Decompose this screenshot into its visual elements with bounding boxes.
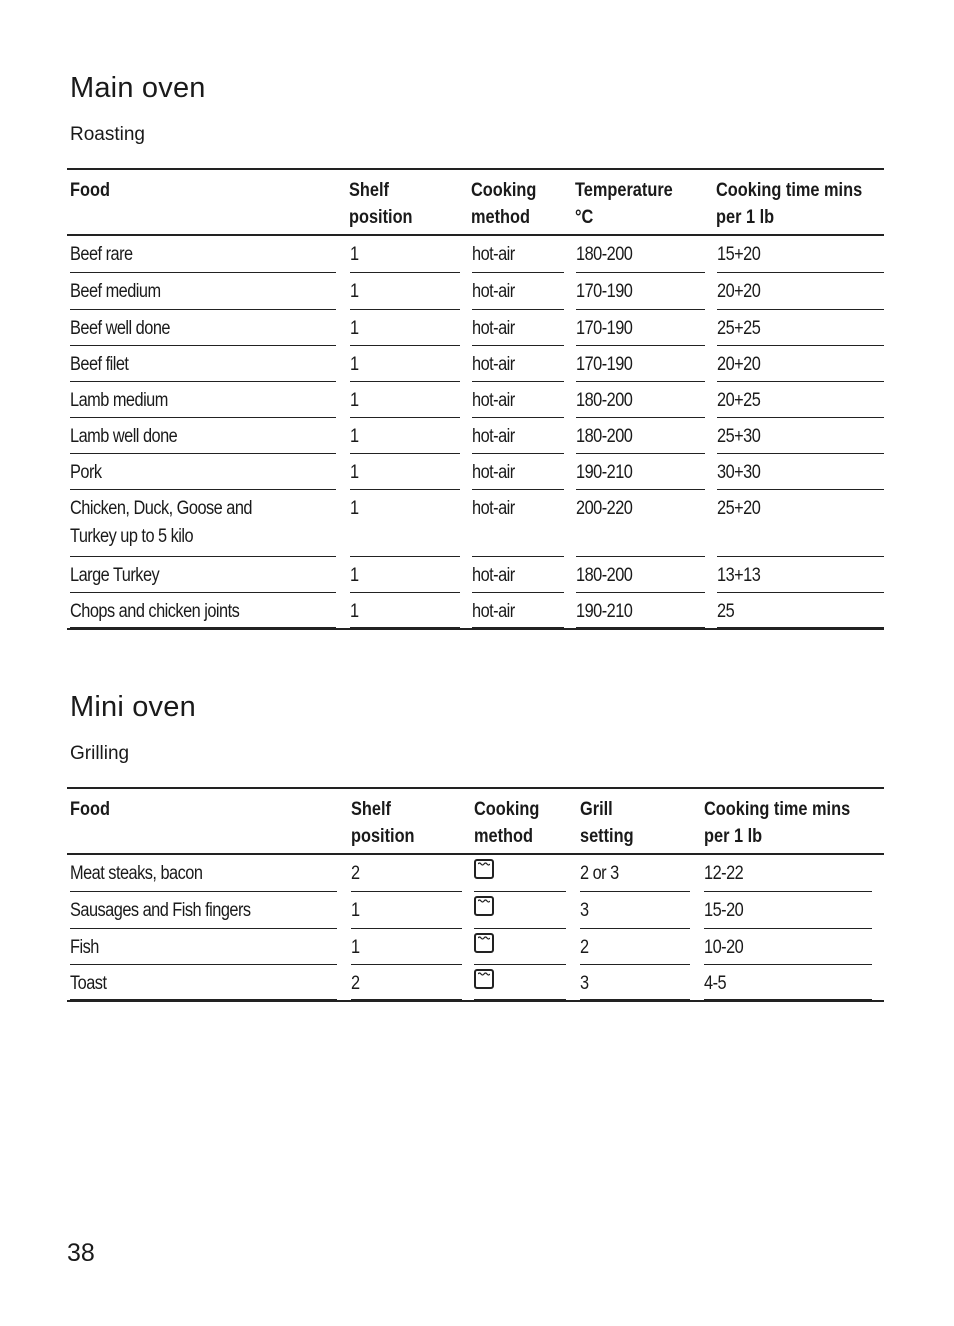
cell-food: Lamb well done	[70, 426, 178, 447]
mini-oven-subtitle: Grilling	[70, 743, 130, 764]
cell-grill: 3	[580, 900, 589, 921]
header-time-2: per 1 lb	[716, 207, 775, 228]
cell-method: hot-air	[472, 354, 515, 375]
cell-food: Beef rare	[70, 244, 133, 265]
cell-temp: 200-220	[575, 498, 632, 519]
header-method-1: Cooking	[474, 799, 540, 820]
header-time-2: per 1 lb	[704, 826, 763, 847]
table-row	[67, 557, 884, 593]
cell-time: 25+25	[716, 318, 761, 339]
header-food: Food	[70, 180, 110, 201]
header-method-2: method	[471, 207, 531, 228]
header-temp-1: Temperature	[574, 180, 673, 201]
header-shelf-2: position	[349, 207, 413, 228]
cell-time: 30+30	[716, 462, 761, 483]
cell-shelf: 1	[349, 244, 359, 265]
cell-temp: 180-200	[575, 565, 632, 586]
table-row	[67, 929, 884, 965]
cell-shelf: 1	[349, 318, 359, 339]
grill-icon	[474, 859, 494, 879]
header-temp-2: °C	[574, 207, 594, 228]
cell-temp: 190-210	[575, 601, 632, 622]
grill-icon	[474, 969, 494, 989]
cell-time: 20+25	[716, 390, 761, 411]
cell-time: 25	[716, 601, 735, 622]
cell-method: hot-air	[472, 601, 515, 622]
grilling-table	[67, 787, 884, 1002]
table-row	[67, 965, 884, 1000]
cell-shelf: 1	[349, 565, 359, 586]
main-oven-title: Main oven	[70, 72, 206, 104]
cell-temp: 190-210	[575, 462, 632, 483]
table-row	[67, 418, 884, 454]
table-header	[67, 170, 884, 236]
cell-food-cont: Turkey up to 5 kilo	[70, 526, 194, 547]
cell-time: 20+20	[716, 354, 761, 375]
cell-shelf: 1	[349, 601, 359, 622]
cell-food: Beef filet	[70, 354, 129, 375]
cell-time: 15+20	[716, 244, 761, 265]
cell-shelf: 1	[351, 900, 360, 921]
cell-temp: 170-190	[575, 281, 632, 302]
cell-food: Beef medium	[70, 281, 161, 302]
cell-method: hot-air	[472, 565, 515, 586]
cell-time: 25+20	[716, 498, 761, 519]
cell-shelf: 1	[349, 354, 359, 375]
roasting-table	[67, 168, 884, 630]
cell-time: 4-5	[704, 973, 727, 994]
cell-temp: 180-200	[575, 244, 632, 265]
cell-time: 20+20	[716, 281, 761, 302]
cell-time: 10-20	[704, 937, 744, 958]
header-method-1: Cooking	[471, 180, 537, 201]
mini-oven-title: Mini oven	[70, 691, 196, 723]
header-grill-1: Grill	[580, 799, 613, 820]
cell-temp: 170-190	[575, 318, 632, 339]
cell-shelf: 1	[349, 498, 359, 519]
cell-method: hot-air	[472, 390, 515, 411]
cell-food: Beef well done	[70, 318, 170, 339]
table-row	[67, 490, 884, 557]
cell-food: Chicken, Duck, Goose and	[70, 498, 252, 519]
table-row	[67, 346, 884, 382]
cell-food: Pork	[70, 462, 102, 483]
grill-icon	[474, 933, 494, 953]
main-oven-subtitle: Roasting	[70, 124, 145, 145]
cell-method: hot-air	[472, 498, 515, 519]
header-shelf-1: Shelf	[351, 799, 391, 820]
cell-food: Large Turkey	[70, 565, 160, 586]
cell-food: Lamb medium	[70, 390, 168, 411]
table-row	[67, 273, 884, 310]
cell-time: 25+30	[716, 426, 761, 447]
header-method-2: method	[474, 826, 534, 847]
table-row	[67, 310, 884, 346]
table-header	[67, 789, 884, 855]
cell-method: hot-air	[472, 426, 515, 447]
header-shelf-1: Shelf	[349, 180, 390, 201]
cell-shelf: 1	[349, 281, 359, 302]
cell-shelf: 2	[351, 973, 360, 994]
cell-temp: 180-200	[575, 426, 632, 447]
cell-food: Toast	[70, 973, 107, 994]
cell-shelf: 1	[349, 462, 359, 483]
cell-food: Sausages and Fish fingers	[70, 900, 251, 921]
cell-food: Fish	[70, 937, 99, 958]
cell-method: hot-air	[472, 281, 515, 302]
cell-grill: 3	[580, 973, 589, 994]
header-shelf-2: position	[351, 826, 415, 847]
grill-icon	[474, 896, 494, 916]
cell-shelf: 2	[351, 863, 360, 884]
table-row	[67, 593, 884, 628]
table-row	[67, 382, 884, 418]
header-food: Food	[70, 799, 110, 820]
cell-method: hot-air	[472, 462, 515, 483]
table-row	[67, 892, 884, 929]
table-row	[67, 236, 884, 273]
cell-method: hot-air	[472, 318, 515, 339]
cell-grill: 2	[580, 937, 589, 958]
table-row	[67, 855, 884, 892]
cell-time: 13+13	[716, 565, 761, 586]
cell-time: 15-20	[704, 900, 744, 921]
cell-food: Meat steaks, bacon	[70, 863, 203, 884]
cell-grill: 2 or 3	[580, 863, 619, 884]
cell-shelf: 1	[351, 937, 360, 958]
header-grill-2: setting	[580, 826, 634, 847]
page-number: 38	[67, 1239, 95, 1267]
cell-shelf: 1	[349, 390, 359, 411]
header-time-1: Cooking time mins	[716, 180, 863, 201]
cell-shelf: 1	[349, 426, 359, 447]
cell-time: 12-22	[704, 863, 744, 884]
cell-temp: 170-190	[575, 354, 632, 375]
header-time-1: Cooking time mins	[704, 799, 851, 820]
cell-method: hot-air	[472, 244, 515, 265]
cell-food: Chops and chicken joints	[70, 601, 240, 622]
cell-temp: 180-200	[575, 390, 632, 411]
table-row	[67, 454, 884, 490]
